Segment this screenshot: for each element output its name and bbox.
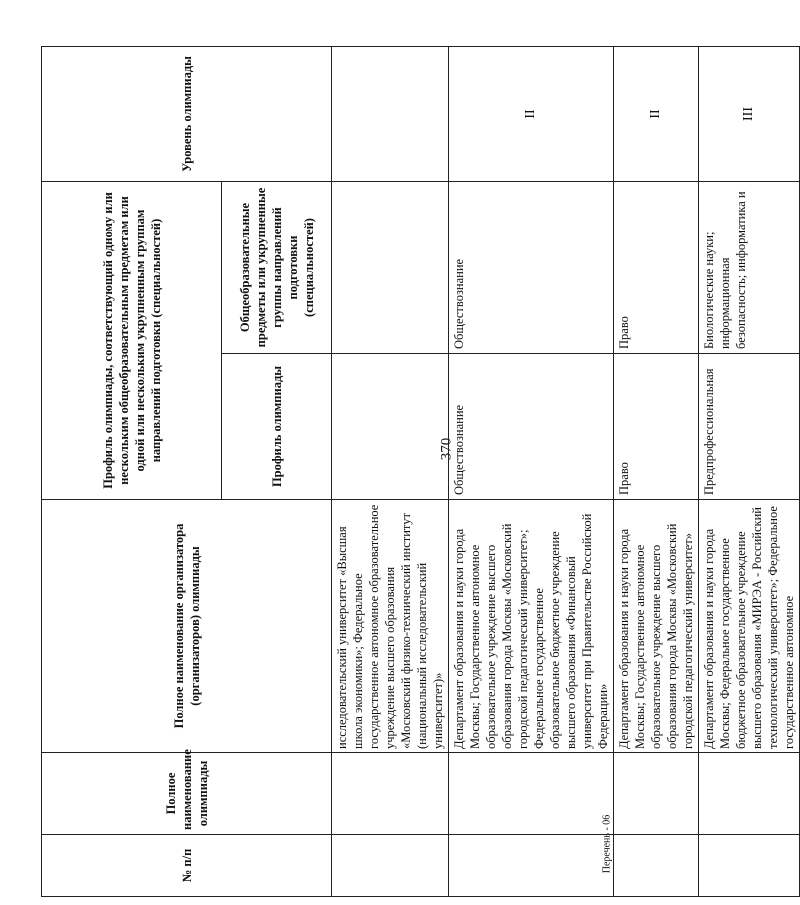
row-name [699,753,800,835]
table-row [614,46,699,896]
table-row [699,46,800,896]
row-name [449,753,614,835]
row-subjects: Обществознание [449,181,614,353]
row-subjects: Право [614,181,699,353]
row-num [449,835,614,897]
header-organizer: Полное наименование организатора (организаторов) олимпиады [42,500,332,753]
row-num [699,835,800,897]
row-level: II [449,46,614,181]
olympiad-table [41,46,800,897]
row-organizer: Департамент образования и науки города Москвы; Государственное автономное образовательное учреждение высшего образования города Москвы «Московский городской педагогический университет» [614,500,699,753]
row-subjects [332,181,449,353]
row-num [614,835,699,897]
row-subjects: Биологические науки; информационная безопасность; информатика и [699,181,800,353]
header-num: № п/п [42,835,332,897]
row-level [332,46,449,181]
header-profile-group: Профиль олимпиады, соответствующий одному или нескольким общеобразовательным предметам или одной или нескольким укрупненным группам направлений подготовки (специальностей) [42,181,222,499]
page-number: 370 [438,437,455,461]
table-header-row [42,46,222,896]
row-profile: Предпрофессиональная [699,354,800,500]
header-subjects: Общеобразовательные предметы или укрупненные группы направлений подготовки (специальностей) [222,181,332,353]
row-level: II [614,46,699,181]
header-profile: Профиль олимпиады [222,354,332,500]
row-level: III [699,46,800,181]
table-row [332,46,449,896]
row-profile: Обществознание [449,354,614,500]
row-organizer: исследовательский университет «Высшая школа экономики»; Федеральное государственное автономное образовательное учреждение высшего образования «Московский физико-технический институт (национальный исследовательский университет)» [332,500,449,753]
row-num [332,835,449,897]
table-row [449,46,614,896]
row-profile [332,354,449,500]
row-organizer: Департамент образования и науки города Москвы; Государственное автономное образовательное учреждение высшего образования города Москвы «Московский городской педагогический университет»; Федеральное государственное образовательное бюджетное учреждение высшего образования «Финансовый университет при Правительстве Российской Федерации» [449,500,614,753]
footer-label: Перечень - 06 [601,814,613,874]
row-name [614,753,699,835]
header-name: Полное наименование олимпиады [42,753,332,835]
header-level: Уровень олимпиады [42,46,332,181]
row-profile: Право [614,354,699,500]
row-organizer: Департамент образования и науки города Москвы; Федеральное государственное бюджетное образовательное учреждение высшего образования «МИРЭА - Российский технологический университет»; Федеральное государственное автономное [699,500,800,753]
row-name [332,753,449,835]
